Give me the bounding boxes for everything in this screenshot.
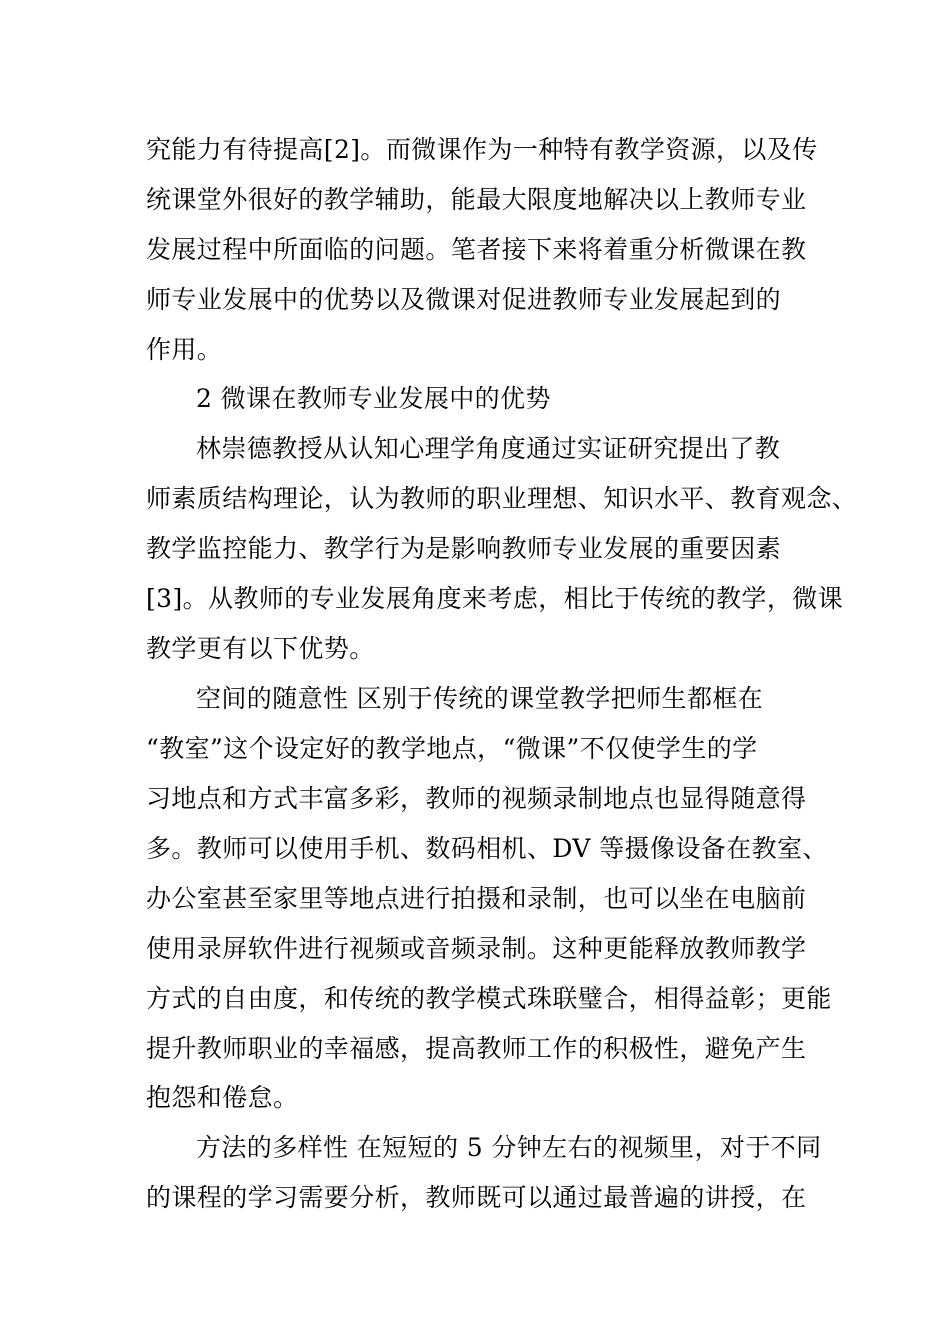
- text-line: 统课堂外很好的教学辅助，能最大限度地解决以上教师专业: [146, 185, 807, 214]
- text-line: 方法的多样性 在短短的 5 分钟左右的视频里，对于不同: [196, 1133, 822, 1162]
- text-line: 师专业发展中的优势以及微课对促进教师专业发展起到的: [146, 285, 782, 314]
- text-line: 师素质结构理论，认为教师的职业理想、知识水平、教育观念、: [146, 484, 858, 513]
- text-line: “教室”这个设定好的教学地点，“微课”不仅使学生的学: [146, 734, 758, 763]
- text-line: 作用。: [146, 335, 223, 364]
- text-line: 抱怨和倦怠。: [146, 1083, 299, 1112]
- text-line: 使用录屏软件进行视频或音频录制。这种更能释放教师教学: [146, 934, 807, 963]
- text-line: 方式的自由度，和传统的教学模式珠联璧合，相得益彰；更能: [146, 984, 832, 1013]
- text-line: 林崇德教授从认知心理学角度通过实证研究提出了教: [196, 434, 781, 463]
- section-heading: 2 微课在教师专业发展中的优势: [196, 384, 551, 413]
- text-line: 多。教师可以使用手机、数码相机、DV 等摄像设备在教室、: [146, 834, 828, 863]
- text-line: 提升教师职业的幸福感，提高教师工作的积极性，避免产生: [146, 1034, 807, 1063]
- text-line: [3]。从教师的专业发展角度来考虑，相比于传统的教学，微课: [146, 584, 844, 613]
- text-line: 发展过程中所面临的问题。笔者接下来将着重分析微课在教: [146, 235, 807, 264]
- text-line: 教学监控能力、教学行为是影响教师专业发展的重要因素: [146, 534, 782, 563]
- text-line: 习地点和方式丰富多彩，教师的视频录制地点也显得随意得: [146, 784, 807, 813]
- text-line: 空间的随意性 区别于传统的课堂教学把师生都框在: [196, 684, 764, 713]
- text-line: 究能力有待提高[2]。而微课作为一种特有教学资源，以及传: [146, 135, 818, 164]
- text-line: 的课程的学习需要分析，教师既可以通过最普遍的讲授，在: [146, 1183, 807, 1212]
- text-line: 教学更有以下优势。: [146, 634, 375, 663]
- text-line: 办公室甚至家里等地点进行拍摄和录制，也可以坐在电脑前: [146, 884, 807, 913]
